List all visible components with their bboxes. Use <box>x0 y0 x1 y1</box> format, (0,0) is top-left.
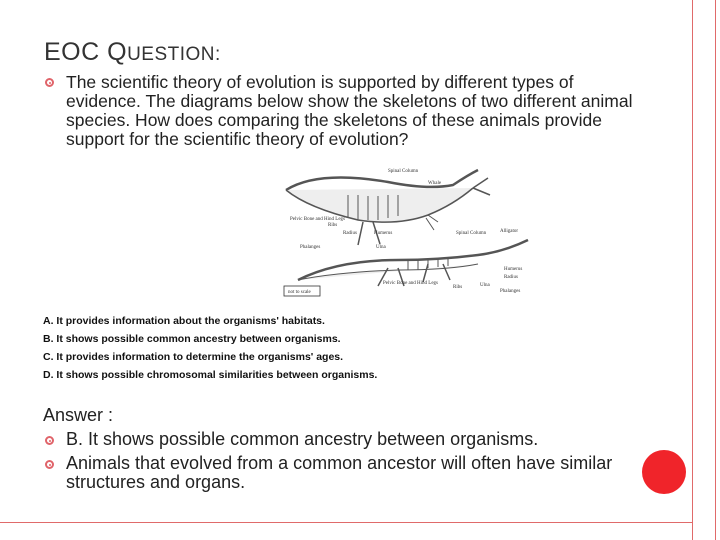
label-phalanges-alligator: Phalanges <box>500 289 521 294</box>
alligator-skeleton <box>298 240 528 286</box>
bullet-icon <box>45 78 54 87</box>
label-whale: Whale <box>428 181 442 186</box>
label-ulna-whale: Ulna <box>376 245 386 250</box>
label-radius-alligator: Radius <box>504 275 518 280</box>
label-radius-whale: Radius <box>343 231 357 236</box>
answer-heading: Answer : <box>43 405 114 425</box>
label-pelvic-whale: Pelvic Bone and Hind Legs <box>290 217 345 222</box>
slide-title <box>44 38 221 67</box>
bullet-icon <box>45 436 54 445</box>
answer-item: Animals that evolved from a common ancestor will often have similar structures and organs. <box>66 453 613 492</box>
option-a: A. It provides information about the organisms' habitats. <box>43 315 325 327</box>
label-ribs-alligator: Ribs <box>453 285 463 290</box>
label-humerus-alligator: Humerus <box>504 267 523 272</box>
option-d: D. It shows possible chromosomal similarities between organisms. <box>43 369 378 381</box>
title-rest: UESTION: <box>127 44 221 65</box>
right-border-frame <box>692 0 716 540</box>
label-alligator: Alligator <box>500 229 519 234</box>
red-circle-decoration <box>642 450 686 494</box>
label-phalanges-whale: Phalanges <box>300 245 321 250</box>
label-ulna-alligator: Ulna <box>480 283 490 288</box>
question-text: The scientific theory of evolution is supported by different types of evidence. The diagrams below show the skeletons of two different animal species. How does comparing the skeletons of these animals provide support for the scientific theory of evolution? <box>66 72 633 149</box>
title-first: EOC Q <box>44 38 128 66</box>
label-humerus-whale: Humerus <box>374 231 393 236</box>
option-c: C. It provides information to determine the organisms' ages. <box>43 351 344 363</box>
option-b: B. It shows possible common ancestry between organisms. <box>43 333 341 345</box>
top-border <box>0 0 692 6</box>
label-spinal-alligator: Spinal Column <box>456 231 487 236</box>
bullet-icon <box>45 460 54 469</box>
label-scale-note: not to scale <box>288 290 311 295</box>
answer-item: B. It shows possible common ancestry between organisms. <box>66 429 539 449</box>
label-ribs-whale: Ribs <box>328 223 338 228</box>
bottom-rule <box>0 522 692 523</box>
skeleton-diagram <box>278 160 538 300</box>
options-list <box>43 312 377 384</box>
label-pelvic-alligator: Pelvic Bone and Hind Legs <box>383 281 438 286</box>
label-spinal-whale: Spinal Column <box>388 169 419 174</box>
